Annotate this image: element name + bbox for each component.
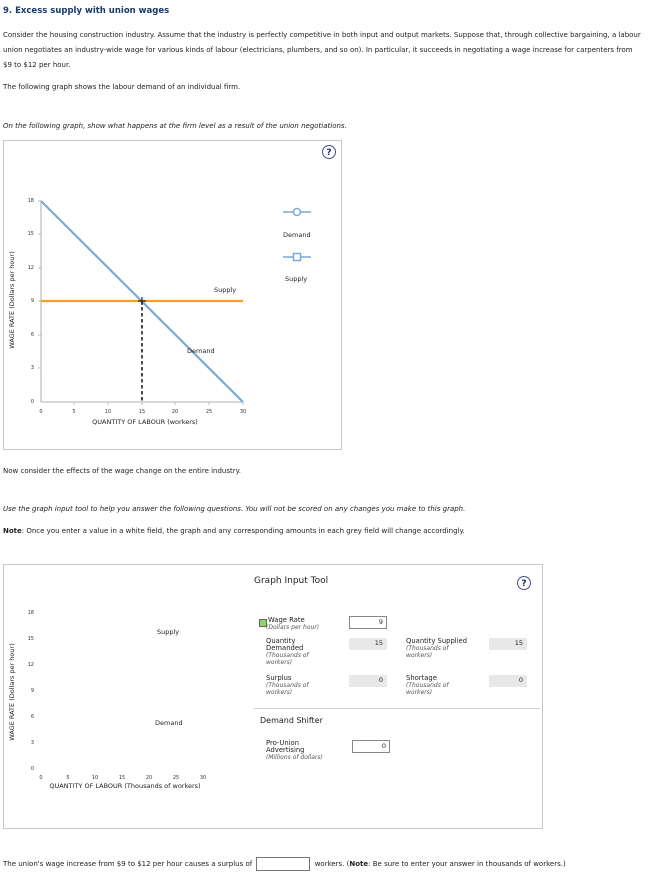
legend-supply-icon[interactable] bbox=[283, 254, 311, 261]
industry-xtick: 0 bbox=[39, 775, 43, 781]
industry-ytick: 12 bbox=[27, 662, 34, 668]
wage-rate-input[interactable]: 9 bbox=[349, 616, 387, 629]
firm-xtick: 30 bbox=[239, 409, 247, 415]
firm-ytick: 3 bbox=[30, 365, 34, 371]
firm-x-axis-label: QUANTITY OF LABOUR (workers) bbox=[92, 418, 198, 426]
question-title: 9. Excess supply with union wages bbox=[3, 6, 170, 16]
answer-sentence: The union's wage increase from $9 to $12 per hour causes a surplus of workers. (Note: Be sure to enter your answer in thousands of workers.) bbox=[3, 855, 653, 873]
industry-ytick: 6 bbox=[30, 714, 34, 720]
legend-demand-icon[interactable] bbox=[283, 209, 311, 216]
industry-ytick: 9 bbox=[30, 688, 34, 694]
firm-xtick: 0 bbox=[39, 409, 43, 415]
surplus-value: 0 bbox=[349, 675, 387, 687]
firm-y-axis-label: WAGE RATE (Dollars per hour) bbox=[8, 251, 16, 349]
firm-ytick: 0 bbox=[30, 399, 34, 405]
industry-xtick: 10 bbox=[91, 775, 99, 781]
shortage-units: (Thousands of workers) bbox=[406, 682, 449, 696]
industry-ytick: 18 bbox=[27, 610, 34, 616]
firm-supply-label: Supply bbox=[214, 286, 237, 294]
industry-xtick: 15 bbox=[118, 775, 126, 781]
firm-ytick: 15 bbox=[27, 231, 34, 237]
quantity-supplied-value: 15 bbox=[489, 638, 527, 650]
industry-xtick: 25 bbox=[172, 775, 180, 781]
quantity-demanded-value: 15 bbox=[349, 638, 387, 650]
surplus-units: (Thousands of workers) bbox=[266, 682, 309, 696]
advertising-input[interactable]: 0 bbox=[352, 740, 390, 753]
wage-rate-label: Wage Rate bbox=[268, 616, 305, 624]
firm-xtick: 5 bbox=[72, 409, 76, 415]
instruction-firm: On the following graph, show what happens at the firm level as a result of the union negotiations. bbox=[3, 122, 347, 130]
industry-ytick: 15 bbox=[27, 636, 34, 642]
quantity-demanded-label: Quantity Demanded bbox=[266, 637, 304, 652]
legend-demand-label: Demand bbox=[283, 231, 311, 239]
industry-xtick: 20 bbox=[145, 775, 153, 781]
surplus-answer-input[interactable] bbox=[256, 857, 310, 871]
quantity-demanded-units: (Thousands of workers) bbox=[266, 652, 309, 666]
quantity-supplied-label: Quantity Supplied bbox=[406, 637, 468, 645]
industry-xtick: 30 bbox=[199, 775, 207, 781]
wage-rate-units: (Dollars per hour) bbox=[266, 624, 320, 631]
firm-xtick: 15 bbox=[138, 409, 146, 415]
instruction-tool: Use the graph input tool to help you answer the following questions. You will not be scored on any changes you make to this graph. bbox=[3, 505, 466, 513]
industry-y-axis-label: WAGE RATE (Dollars per hour) bbox=[8, 643, 16, 741]
advertising-label: Pro-Union Advertising bbox=[266, 739, 305, 754]
firm-xtick: 25 bbox=[205, 409, 213, 415]
industry-demand-label: Demand bbox=[155, 719, 183, 727]
firm-xtick: 10 bbox=[104, 409, 112, 415]
industry-xtick: 5 bbox=[66, 775, 70, 781]
industry-ytick: 3 bbox=[30, 740, 34, 746]
graph-intro: The following graph shows the labour demand of an individual firm. bbox=[3, 83, 241, 91]
firm-ytick: 9 bbox=[30, 298, 34, 304]
firm-ytick: 6 bbox=[30, 332, 34, 338]
demand-shifter-title: Demand Shifter bbox=[260, 716, 323, 725]
shortage-label: Shortage bbox=[406, 674, 437, 682]
tool-help-icon[interactable]: ? bbox=[517, 576, 531, 590]
industry-supply-label: Supply bbox=[157, 628, 180, 636]
shortage-value: 0 bbox=[489, 675, 527, 687]
surplus-label: Surplus bbox=[266, 674, 292, 682]
firm-ytick: 18 bbox=[27, 198, 34, 204]
tool-divider bbox=[254, 708, 540, 709]
industry-x-axis-label: QUANTITY OF LABOUR (Thousands of workers) bbox=[49, 782, 201, 790]
industry-ytick: 0 bbox=[30, 766, 34, 772]
industry-intro: Now consider the effects of the wage change on the entire industry. bbox=[3, 467, 242, 475]
quantity-supplied-units: (Thousands of workers) bbox=[406, 645, 449, 659]
firm-xtick: 20 bbox=[171, 409, 179, 415]
help-icon[interactable]: ? bbox=[322, 145, 336, 159]
note-text: Note: Once you enter a value in a white field, the graph and any corresponding amounts in each grey field will change accordingly. bbox=[3, 527, 465, 535]
tool-title: Graph Input Tool bbox=[254, 576, 329, 586]
firm-demand-label: Demand bbox=[187, 347, 215, 355]
legend-supply-label: Supply bbox=[285, 275, 308, 283]
firm-ytick: 12 bbox=[27, 265, 34, 271]
advertising-units: (Millions of dollars) bbox=[266, 754, 323, 761]
intro-paragraph: Consider the housing construction industry. Assume that the industry is perfectly competitive in both input and output markets. Suppose that, through collective bargaining, a labour union negotiates an industry-wide wage for various kinds of labour (electricians, plumbers, and so on). In particular, it succeeds in negotiating a wage increase for carpenters from $9 to $12 per hour. bbox=[3, 31, 641, 69]
